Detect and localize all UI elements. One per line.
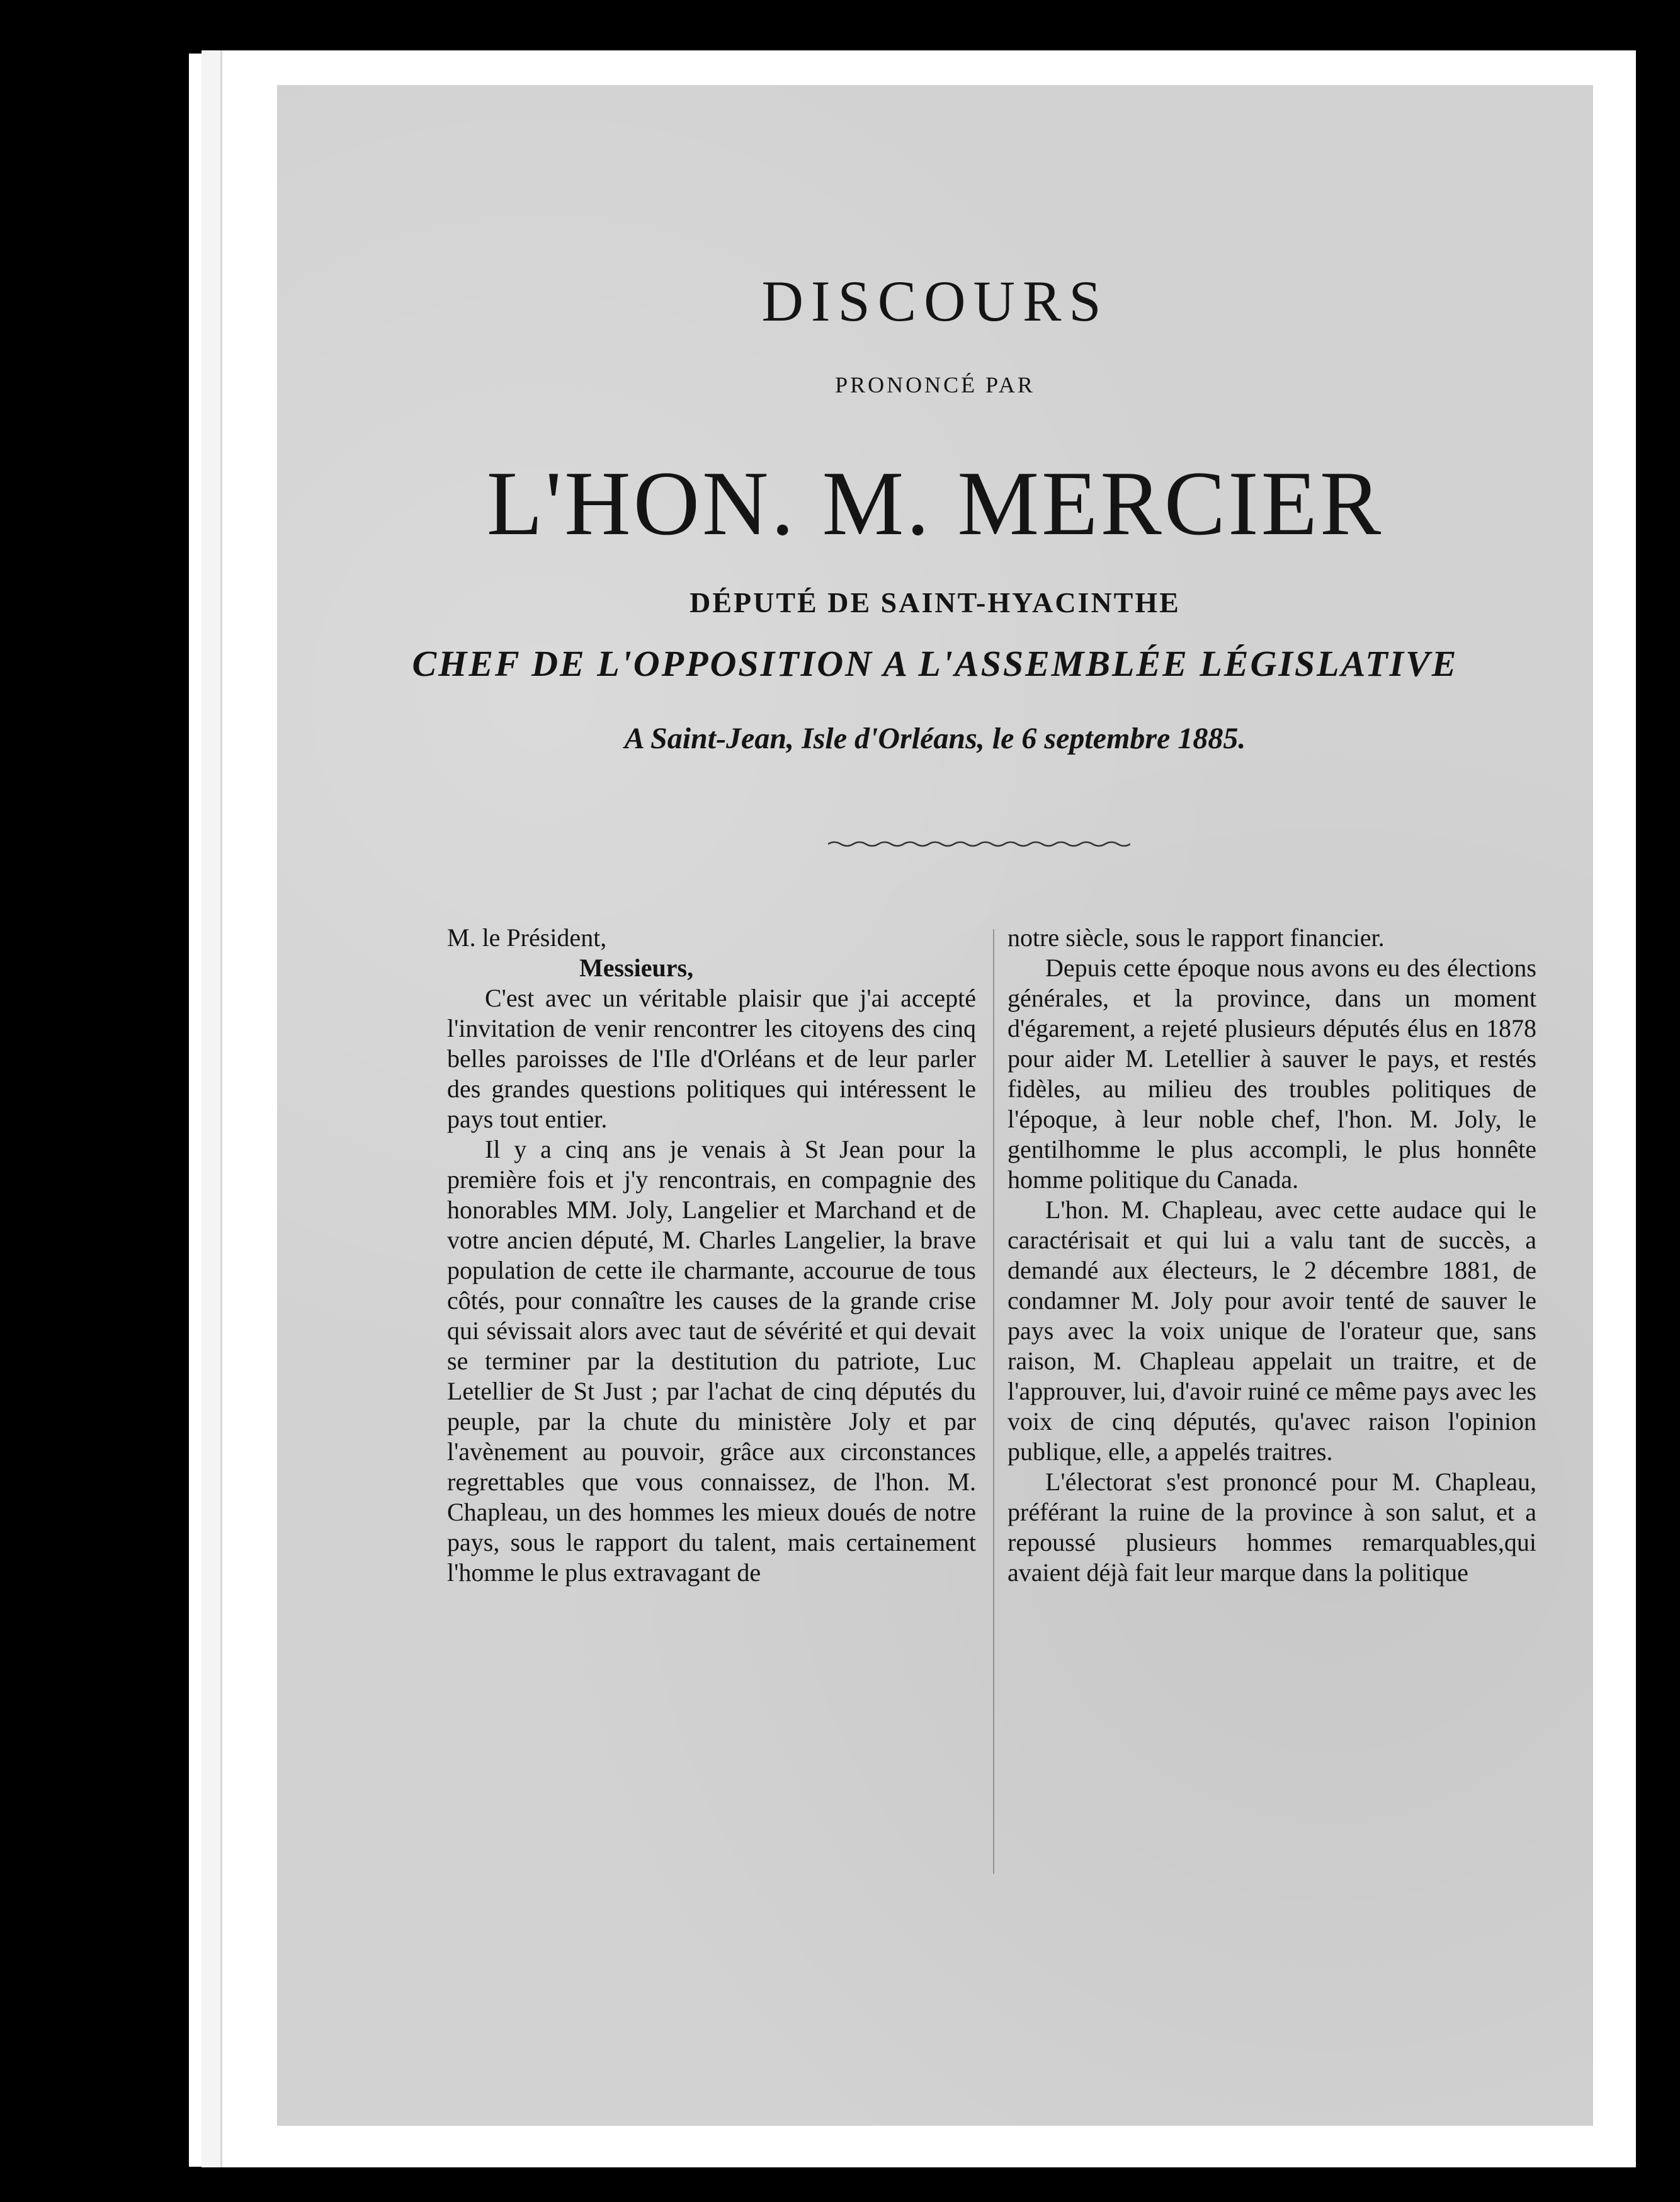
speaker-name: L'HON. M. MERCIER [486, 452, 1384, 554]
place-date: A Saint-Jean, Isle d'Orléans, le 6 septembre 1885. [624, 722, 1246, 755]
paragraph-continuation: notre siècle, sous le rapport financier. [1007, 923, 1385, 952]
ornamental-divider [828, 838, 1130, 850]
paragraph: C'est avec un véritable plaisir que j'ai accepté l'invitation de venir rencontrer les citoyens des cinq belles paroisses de l'Ile d'Orléans et de leur parler des grandes questions politiques qui intéressent le pays tout entier. [447, 984, 976, 1133]
scan-frame-right [1636, 0, 1680, 2202]
speaker-riding: DÉPUTÉ DE SAINT-HYACINTHE [690, 586, 1181, 619]
speaker-role: CHEF DE L'OPPOSITION A L'ASSEMBLÉE LÉGISLATIVE [412, 643, 1458, 684]
left-column [447, 923, 976, 1588]
paragraph: L'électorat s'est prononcé pour M. Chapleau, préférant la ruine de la province à son salut, et a repoussé plusieurs hommes remarquables,qui avaient déjà fait leur marque dans la politique [1007, 1468, 1536, 1587]
scan-frame-bottom [0, 2167, 1680, 2202]
right-column [1007, 923, 1536, 1588]
scan-frame-left [0, 0, 201, 2202]
column-rule [993, 929, 994, 1874]
salutation: M. le Président, [447, 923, 607, 952]
paragraph: Il y a cinq ans je venais à St Jean pour la première fois et j'y rencontrais, en compagnie des honorables MM. Joly, Langelier et Marchand et de votre ancien député, M. Charles Langelier, la brave population de cette ile charmante, accourue de tous côtés, pour connaître les causes de la grande crise qui sévissait alors avec taut de sévérité et qui devait se terminer par la destitution du patriote, Luc Letellier de St Just ; par l'achat de cinq députés du peuple, par la chute du ministère Joly et par l'avènement au pouvoir, grâce aux circonstances regrettables que vous connaissez, de l'hon. M. Chapleau, un des hommes les mieux doués de notre pays, sous le rapport du talent, mais certainement l'homme le plus extravagant de [447, 1135, 976, 1587]
paragraph: L'hon. M. Chapleau, avec cette audace qui le caractérisait et qui lui a valu tant de succès, a demandé aux électeurs, le 2 décembre 1881, de condamner M. Joly pour avoir tenté de sauver le pays avec la voix unique de l'orateur que, sans raison, M. Chapleau appelait un traitre, et de l'approuver, lui, d'avoir ruiné ce même pays avec les voix de cinq députés, qu'avec raison l'opinion publique, elle, a appelés traitres. [1007, 1195, 1536, 1466]
document-page [277, 85, 1593, 2126]
prononce-line: PRONONCÉ PAR [835, 372, 1035, 397]
document-title: DISCOURS [761, 269, 1109, 333]
salutation-messieurs: Messieurs, [579, 954, 694, 982]
paragraph: Depuis cette époque nous avons eu des élections générales, et la province, dans un moment d'égarement, a rejeté plusieurs députés élus en 1878 pour aider M. Letellier à sauver le pays, et restés fidèles, au milieu des troubles politiques de l'époque, à leur noble chef, l'hon. M. Joly, le gentilhomme le plus accompli, le plus honnête homme politique du Canada. [1007, 954, 1536, 1194]
page-fold [201, 50, 222, 2167]
scan-frame-top [0, 0, 1680, 50]
